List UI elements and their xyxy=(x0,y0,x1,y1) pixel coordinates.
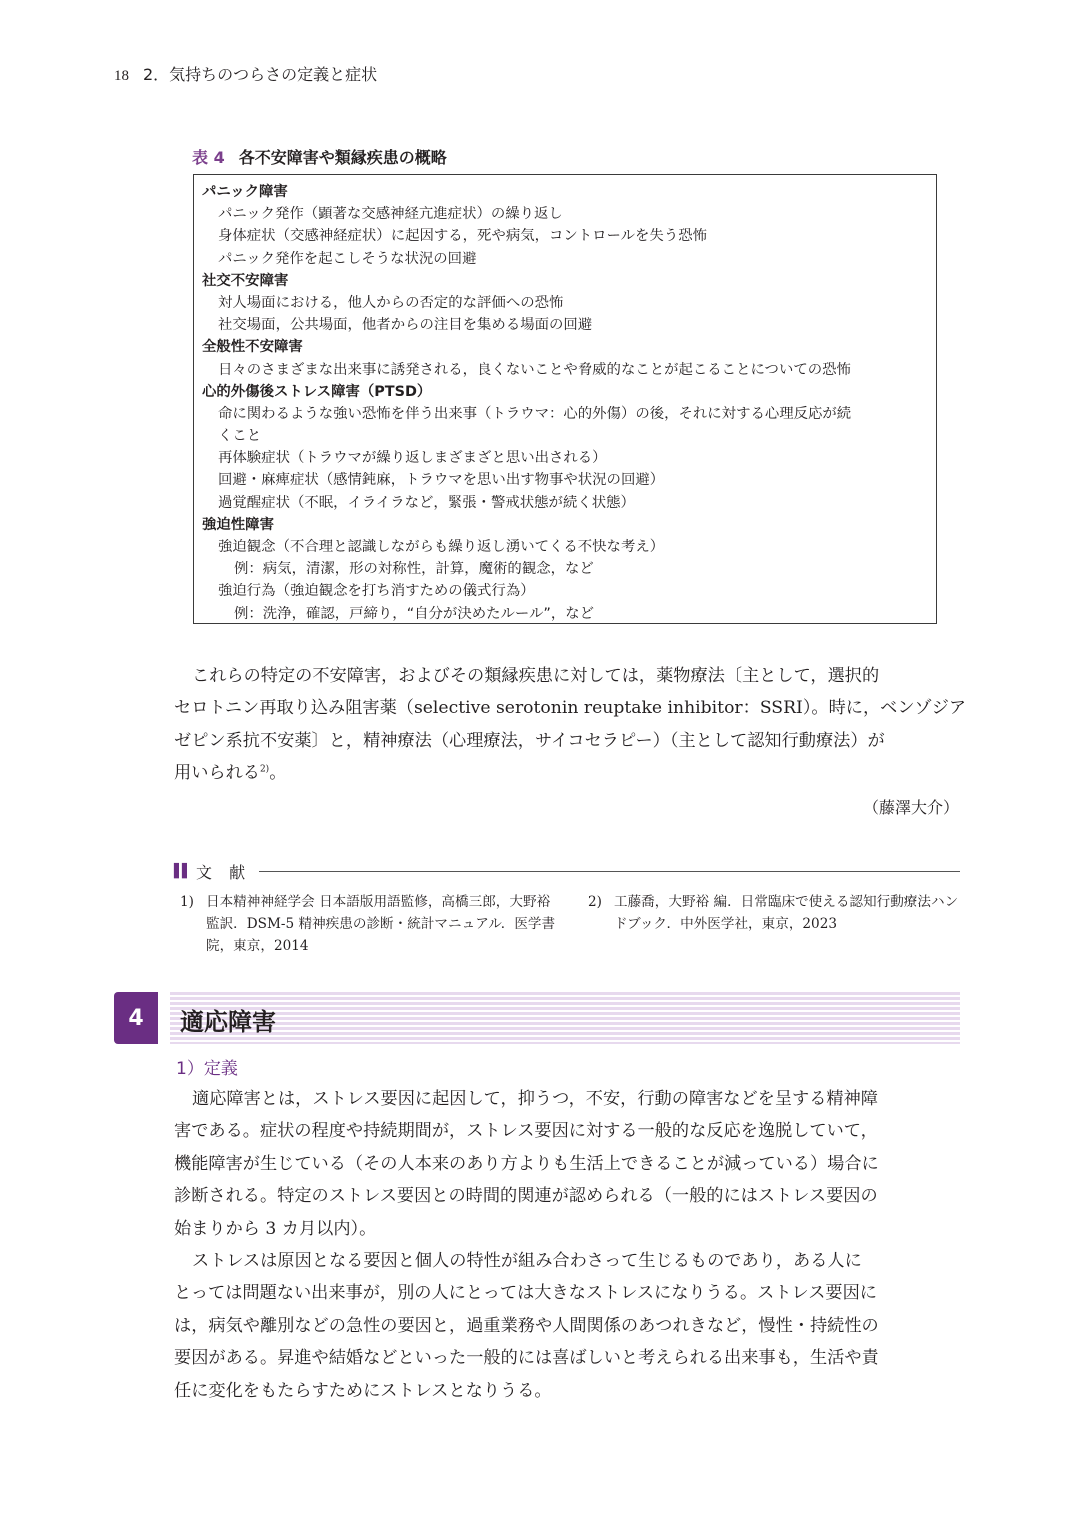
table-category: 強迫性障害 xyxy=(202,516,274,533)
table-title: 各不安障害や類縁疾患の概略 xyxy=(238,148,447,167)
heading-rule xyxy=(259,871,960,872)
table-caption xyxy=(192,145,447,168)
section-title: 適応障害 xyxy=(180,1008,276,1036)
reference-number: 2) xyxy=(588,894,602,910)
reference-text: 工藤喬，大野裕 編．日常臨床で使える認知行動療法ハンドブック．中外医学社，東京，2023 xyxy=(614,894,959,932)
table-item: 回避・麻痺症状（感情鈍麻，トラウマを思い出す物事や状況の回避） xyxy=(218,472,665,489)
table-item: 対人場面における，他人からの否定的な評価への恐怖 xyxy=(218,294,564,311)
running-header xyxy=(114,62,377,85)
section-marker-icon: ▌▌ xyxy=(174,864,190,879)
citation-superscript: 2) xyxy=(259,764,270,775)
section-heading-band xyxy=(114,992,960,1044)
table-item: パニック発作（顕著な交感神経亢進症状）の繰り返し xyxy=(218,206,563,223)
reference-text: 日本精神神経学会 日本語版用語監修，高橋三郎，大野裕 監訳．DSM-5 精神疾患の診断・統計マニュアル．医学書院，東京，2014 xyxy=(206,894,556,954)
text-line: 要因がある。昇進や結婚などといった一般的には喜ばしいと考えられる出来事も，生活や責 xyxy=(174,1348,879,1369)
text-line: ストレスは原因となる要因と個人の特性が組み合わさって生じるものであり，ある人に xyxy=(192,1251,862,1271)
table-item: 強迫観念（不合理と認識しながらも繰り返し湧いてくる不快な考え） xyxy=(218,539,665,555)
text-line: 始まりから 3 カ月以内）。 xyxy=(174,1218,377,1239)
section-number: 4 xyxy=(114,992,158,1044)
table-item: 命に関わるような強い恐怖を伴う出来事（トラウマ：心的外傷）の後，それに対する心理反応が続 xyxy=(218,405,852,422)
table-item: 例：病気，清潔，形の対称性，計算，魔術的観念，など xyxy=(234,561,594,578)
text-line: 害である。症状の程度や持続期間が，ストレス要因に対する一般的な反応を逸脱していて， xyxy=(174,1121,878,1142)
chapter-title: 2．気持ちのつらさの定義と症状 xyxy=(143,65,378,84)
text-line xyxy=(174,757,960,789)
text-segment: 。 xyxy=(269,763,287,784)
subheading-definition: 1）定義 xyxy=(176,1059,238,1079)
text-line: は，病気や離別などの急性の要因と，過重業務や人間関係のあつれきなど，慢性・持続性の xyxy=(174,1315,879,1336)
table-item: 再体験症状（トラウマが繰り返しまざまざと思い出される） xyxy=(218,450,607,467)
table-item: 社交場面，公共場面，他者からの注目を集める場面の回避 xyxy=(218,317,593,334)
table-number: 表 4 xyxy=(192,148,225,167)
paragraph-definition xyxy=(174,1083,960,1245)
table-category: 社交不安障害 xyxy=(202,272,289,289)
table-item: 例：洗浄，確認，戸締り，“自分が決めたルール”，など xyxy=(234,605,594,622)
text-line: 診断される。特定のストレス要因との時間的関連が認められる（一般的にはストレス要因の xyxy=(174,1186,878,1207)
references-heading xyxy=(174,860,960,883)
text-line: 機能障害が生じている（その人本来のあり方よりも生活上できることが減っている）場合に xyxy=(174,1153,879,1174)
page-number: 18 xyxy=(114,68,129,84)
table-item: くこと xyxy=(218,428,262,445)
table-item: パニック発作を起こしそうな状況の回避 xyxy=(218,250,477,267)
table-category: 心的外傷後ストレス障害（PTSD） xyxy=(202,383,432,400)
text-line: これらの特定の不安障害，およびその類縁疾患に対しては，薬物療法〔主として，選択的 xyxy=(192,666,880,686)
paragraph-treatment xyxy=(174,660,967,790)
table-category: 全般性不安障害 xyxy=(202,339,303,356)
reference-item xyxy=(588,891,962,935)
references-title: 文 献 xyxy=(196,863,252,882)
text-line: ゼピン系抗不安薬〕と，精神療法（心理療法，サイコセラピー）（主として認知行動療法）が xyxy=(174,730,885,751)
table-item: 強迫行為（強迫観念を打ち消すための儀式行為） xyxy=(218,583,535,600)
text-line: 任に変化をもたらすためにストレスとなりうる。 xyxy=(174,1380,552,1401)
paragraph-stress xyxy=(174,1245,960,1407)
author-credit: （藤澤大介） xyxy=(862,798,959,817)
table-item: 過覚醒症状（不眠，イライラなど，緊張・警戒状態が続く状態） xyxy=(218,494,635,511)
text-segment: 用いられる xyxy=(174,763,260,784)
table-item: 日々のさまざまな出来事に誘発される，良くないことや脅威的なことが起こることについての恐怖 xyxy=(218,361,851,378)
table-item: 身体症状（交感神経症状）に起因する，死や病気，コントロールを失う恐怖 xyxy=(218,228,707,245)
table-category: パニック障害 xyxy=(202,184,288,200)
reference-number: 1) xyxy=(180,894,194,910)
text-line: とっては問題ない出来事が，別の人にとっては大きなストレスになりうる。ストレス要因に xyxy=(174,1283,877,1304)
reference-item xyxy=(180,891,560,957)
heading-stripes xyxy=(170,992,960,1044)
text-line: 適応障害とは，ストレス要因に起因して，抑うつ，不安，行動の障害などを呈する精神障 xyxy=(192,1089,878,1109)
text-line: セロトニン再取り込み阻害薬（selective serotonin reuptake inhibitor：SSRI）。時に，ベンゾジア xyxy=(174,698,967,719)
anxiety-disorders-table xyxy=(193,174,937,624)
